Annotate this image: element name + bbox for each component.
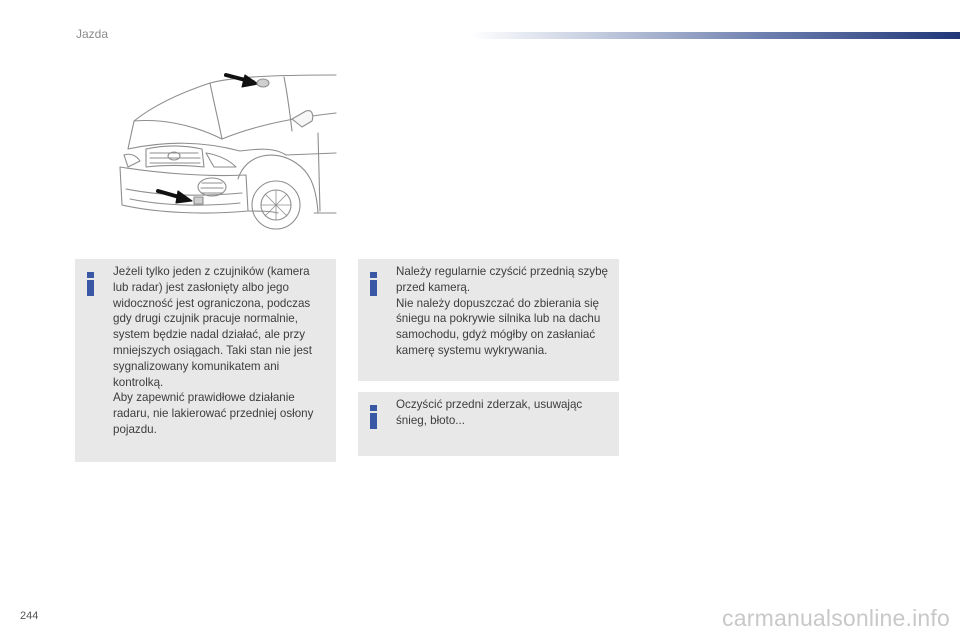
- van-front-sensors-illustration: [106, 63, 338, 235]
- note-paragraph: Należy regularnie czyścić przednią szybę przed kamerą.: [396, 265, 608, 294]
- note-text: [113, 264, 328, 438]
- info-icon: [369, 405, 379, 429]
- note-text: [396, 264, 611, 359]
- note-paragraph: Jeżeli tylko jeden z czujników (kamera lub radar) jest zasłonięty albo jego widoczność jest ograniczona, podczas gdy drugi czujnik pracuje normalnie, system będzie nadal działać, ale przy mniejszych osiągach. Taki stan nie jest sygnalizowany komunikatem ani kontrolką.: [113, 265, 312, 389]
- info-icon: [369, 272, 379, 296]
- note-paragraph: Nie należy dopuszczać do zbierania się śniegu na pokrywie silnika lub na dachu samochodu, gdyż mógłby on zasłaniać kamerę systemu wykrywania.: [396, 296, 601, 357]
- note-paragraph: Aby zapewnić prawidłowe działanie radaru, nie lakierować przedniej osłony pojazdu.: [113, 391, 314, 436]
- page-number: 244: [20, 610, 39, 622]
- note-paragraph: Oczyścić przedni zderzak, usuwając śnieg, błoto...: [396, 398, 583, 427]
- section-title: Jazda: [76, 27, 109, 41]
- note-text: [396, 397, 611, 429]
- header-bar: [470, 32, 960, 39]
- watermark: carmanualsonline.info: [722, 605, 950, 631]
- info-note-bumper-cleaning: [358, 392, 619, 456]
- info-note-sensor-obstruction: [75, 259, 336, 462]
- info-icon: [86, 272, 96, 296]
- info-note-windshield-cleaning: [358, 259, 619, 381]
